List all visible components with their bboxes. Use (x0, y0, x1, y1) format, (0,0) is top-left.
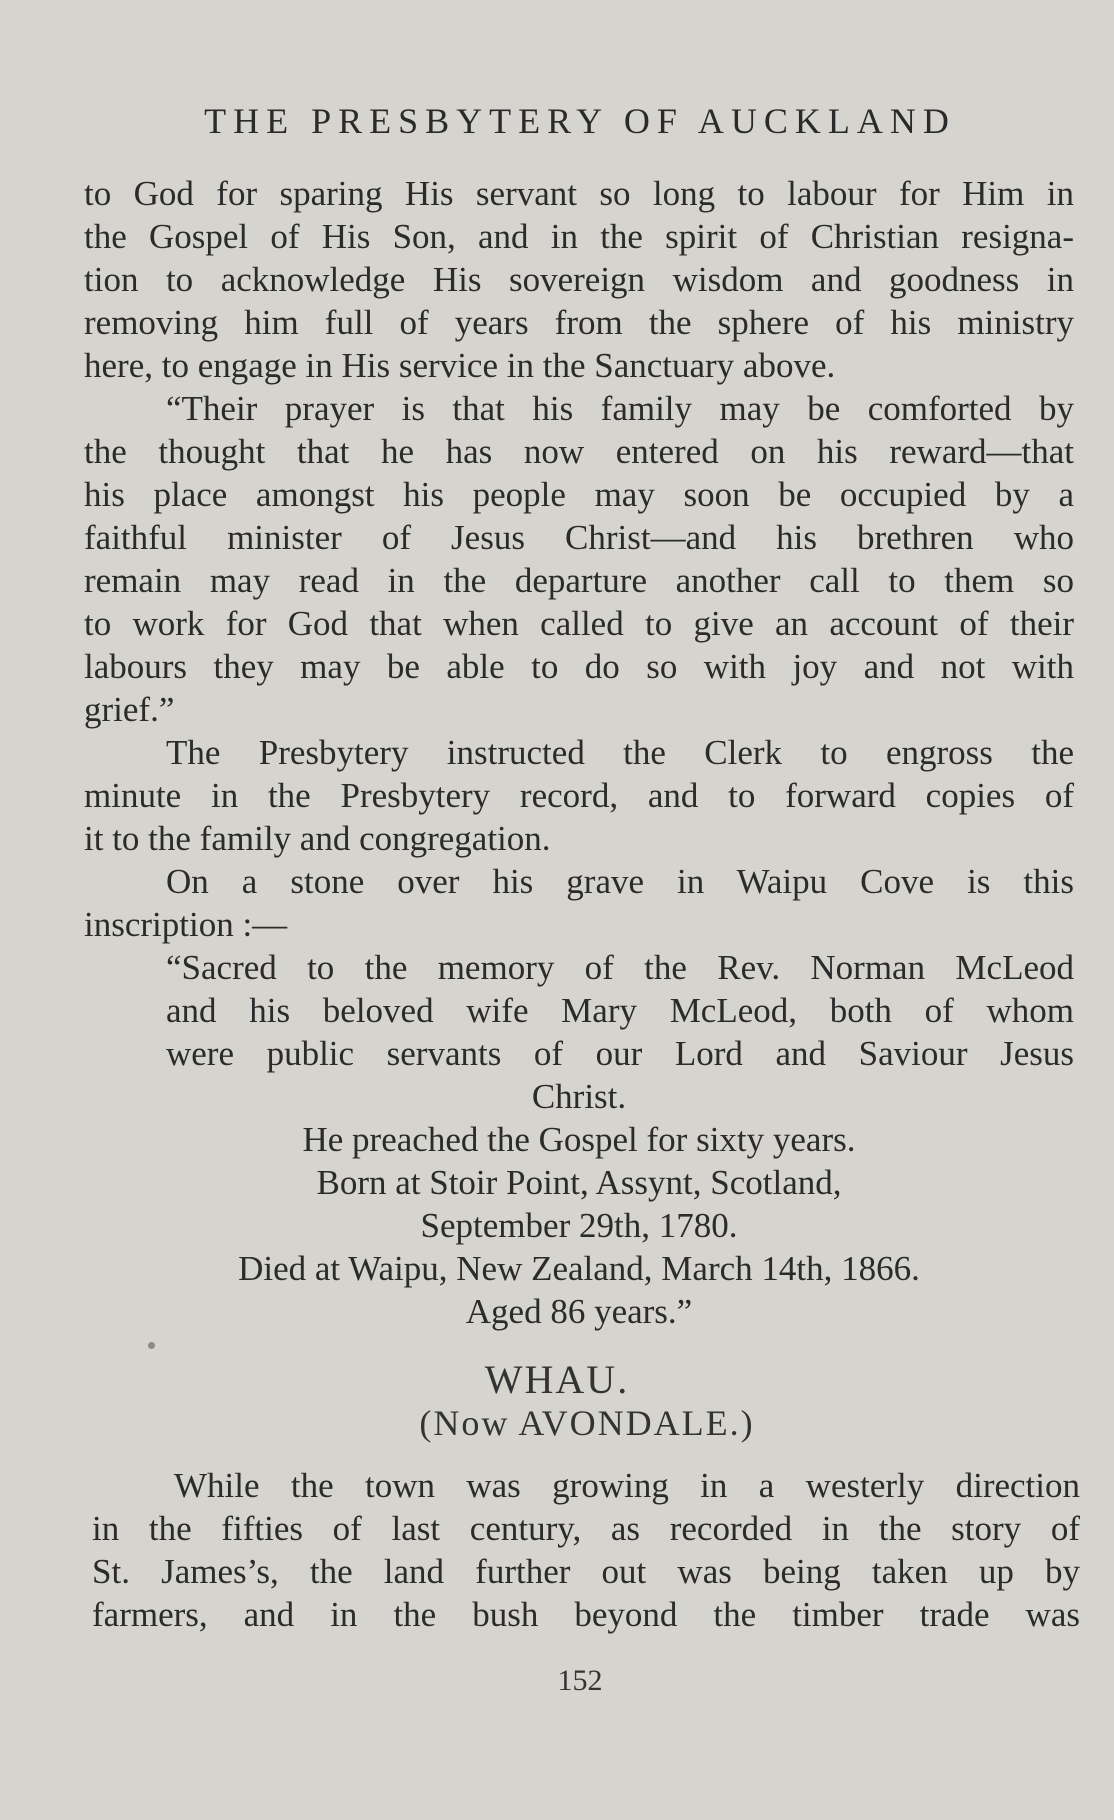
text-line: labours they may be able to do so with joy and not with (84, 647, 1074, 686)
text-line: the thought that he has now entered on his reward—that (84, 432, 1074, 471)
text-line: Christ. (531, 1077, 627, 1116)
text-line: in the fifties of last century, as recorded in the story of (92, 1509, 1080, 1548)
text-line: here, to engage in His service in the Sanctuary above. (84, 346, 836, 385)
text-line: faithful minister of Jesus Christ—and his brethren who (84, 518, 1074, 557)
text-line: removing him full of years from the sphere of his ministry (84, 303, 1074, 342)
text-line: to God for sparing His servant so long to labour for Him in (84, 174, 1074, 213)
text-line: Aged 86 years.” (465, 1292, 693, 1331)
running-head: THE PRESBYTERY OF AUCKLAND (204, 101, 956, 141)
text-line: While the town was growing in a westerly direction (174, 1466, 1080, 1505)
section-heading: WHAU. (484, 1357, 630, 1402)
text-line: He preached the Gospel for sixty years. (302, 1120, 856, 1159)
text-line: Died at Waipu, New Zealand, March 14th, 1866. (238, 1249, 920, 1288)
text-line: his place amongst his people may soon be occupied by a (84, 475, 1074, 514)
text-line: On a stone over his grave in Waipu Cove is this (166, 862, 1074, 901)
text-line: remain may read in the departure another call to them so (84, 561, 1074, 600)
print-speck (148, 1342, 155, 1349)
text-line: minute in the Presbytery record, and to forward copies of (84, 776, 1074, 815)
section-subheading: (Now AVONDALE.) (419, 1403, 755, 1443)
text-line: it to the family and congregation. (84, 819, 551, 858)
text-line: grief.” (84, 690, 175, 729)
page-number: 152 (557, 1664, 603, 1697)
text-line: to work for God that when called to give an account of their (84, 604, 1074, 643)
text-line: September 29th, 1780. (420, 1206, 738, 1245)
text-line: “Their prayer is that his family may be comforted by (166, 389, 1074, 428)
text-line: inscription :— (84, 905, 288, 944)
text-line: St. James’s, the land further out was being taken up by (92, 1552, 1080, 1591)
text-line: the Gospel of His Son, and in the spirit of Christian resigna- (84, 217, 1074, 256)
text-line: Born at Stoir Point, Assynt, Scotland, (316, 1163, 842, 1202)
section-text (92, 1464, 1080, 1636)
text-line: The Presbytery instructed the Clerk to engross the (166, 733, 1074, 772)
text-line: tion to acknowledge His sovereign wisdom and goodness in (84, 260, 1074, 299)
text-line: “Sacred to the memory of the Rev. Norman McLeod (166, 948, 1074, 987)
text-line: and his beloved wife Mary McLeod, both of whom (166, 991, 1074, 1030)
body-text (84, 172, 1074, 1333)
text-line: were public servants of our Lord and Saviour Jesus (166, 1034, 1074, 1073)
text-line: farmers, and in the bush beyond the timber trade was (92, 1595, 1080, 1634)
